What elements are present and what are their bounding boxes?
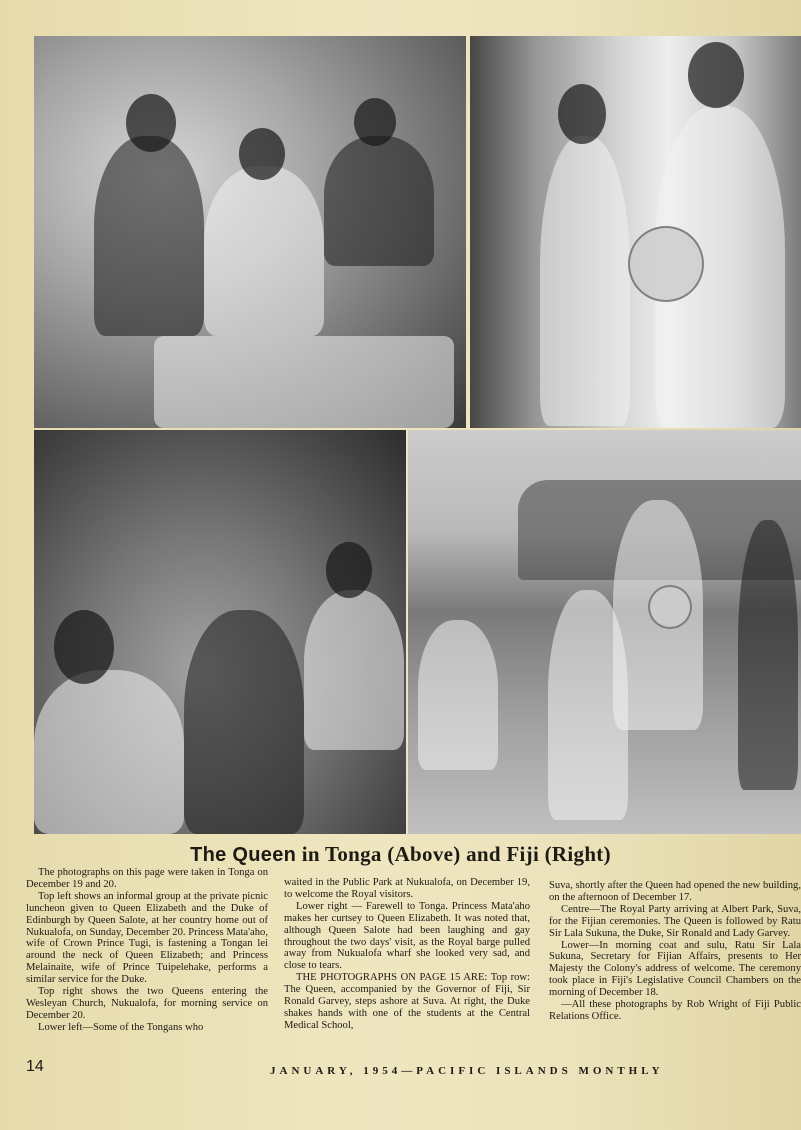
figure-crowd-woman (34, 670, 184, 834)
hand-fan (628, 226, 704, 302)
photo-picnic-luncheon (34, 36, 466, 428)
photo-crowd-public-park (34, 430, 406, 834)
figure-head (326, 542, 372, 598)
paragraph: Centre—The Royal Party arriving at Albert Park, Suva, for the Fijian ceremonies. The Queen is followed by Ratu Sir Lala Sukuna, the Duke, Sir Ronald and Lady Garvey. (549, 903, 801, 939)
figure-seated-woman (94, 136, 204, 336)
text-column-3 (549, 880, 801, 1023)
paragraph: Lower left—Some of the Tongans who (38, 1021, 204, 1033)
paragraph: Lower right — Farewell to Tonga. Princess Mata'aho makes her curtsey to Queen Elizabeth. It was noted that, although Queen Salote had been laughing and gay throughout the two days' visit, as the Royal barge pulled away from Nukualofa wharf she looked very sad, and close to tears. (284, 900, 530, 972)
paragraph: Suva, shortly after the Queen had opened the new building, on the afternoon of December 17. (549, 880, 801, 903)
figure-queen-elizabeth (540, 136, 630, 426)
running-footer: JANUARY, 1954—PACIFIC ISLANDS MONTHLY (270, 1065, 664, 1077)
figure-crowd-man (184, 610, 304, 834)
headline-lead: The Queen (190, 844, 297, 866)
headline-rest: in Tonga (Above) and Fiji (Right) (296, 842, 611, 866)
paragraph: THE PHOTOGRAPHS ON PAGE 15 ARE: Top row: The Queen, accompanied by the Governor of Fiji, Sir Ronald Garvey, steps ashore at Suva. At right, the Duke shakes hands with one of the students at the Central Medical School, (284, 972, 530, 1031)
paragraph: waited in the Public Park at Nukualofa, on December 19, to welcome the Royal visitors. (284, 877, 530, 900)
figure-man-dark-suit (738, 520, 798, 790)
photo-two-queens-church (470, 36, 801, 428)
paragraph: Top left shows an informal group at the private picnic luncheon given to Queen Elizabeth and the Duke of Edinburgh by Queen Salote, at her country home out of Nukualofa, on Sunday, December 20. Princess Mata'aho, wife of Crown Prince Tugi, is fastening a Tongan lei around the neck of Queen Elizabeth; and Princess Melainaite, wife of Prince Tuipelehake, performs a similar service for the Duke. (26, 890, 268, 986)
figure-seated-queen (204, 166, 324, 336)
figure-crowd-elder (304, 590, 404, 750)
paragraph: Top right shows the two Queens entering the Wesleyan Church, Nukualofa, for morning service on December 20. (26, 986, 268, 1021)
figure-head (688, 42, 744, 108)
paragraph: The photographs on this page were taken in Tonga on December 19 and 20. (26, 867, 268, 890)
hand-fan (648, 585, 692, 629)
figure-seated-man (324, 136, 434, 266)
figure-head (239, 128, 285, 180)
photo-farewell-wharf (408, 430, 801, 834)
picnic-table (154, 336, 454, 428)
figure-head (558, 84, 606, 144)
text-column-2 (284, 877, 530, 1032)
figure-head (354, 98, 396, 146)
text-column-1 (26, 867, 268, 1034)
figure-princess-curtsey (418, 620, 498, 770)
figure-head (54, 610, 114, 684)
paragraph: Lower—In morning coat and sulu, Ratu Sir Lala Sukuna, Secretary for Fijian Affairs, presents to Her Majesty the Colony's address of welcome. The ceremony took place in Fiji's Legislative Council Chambers on the morning of December 18. (549, 939, 801, 999)
figure-head (126, 94, 176, 152)
page-headline (0, 842, 801, 867)
paragraph: —All these photographs by Rob Wright of Fiji Public Relations Office. (549, 999, 801, 1022)
page-number: 14 (26, 1058, 44, 1075)
